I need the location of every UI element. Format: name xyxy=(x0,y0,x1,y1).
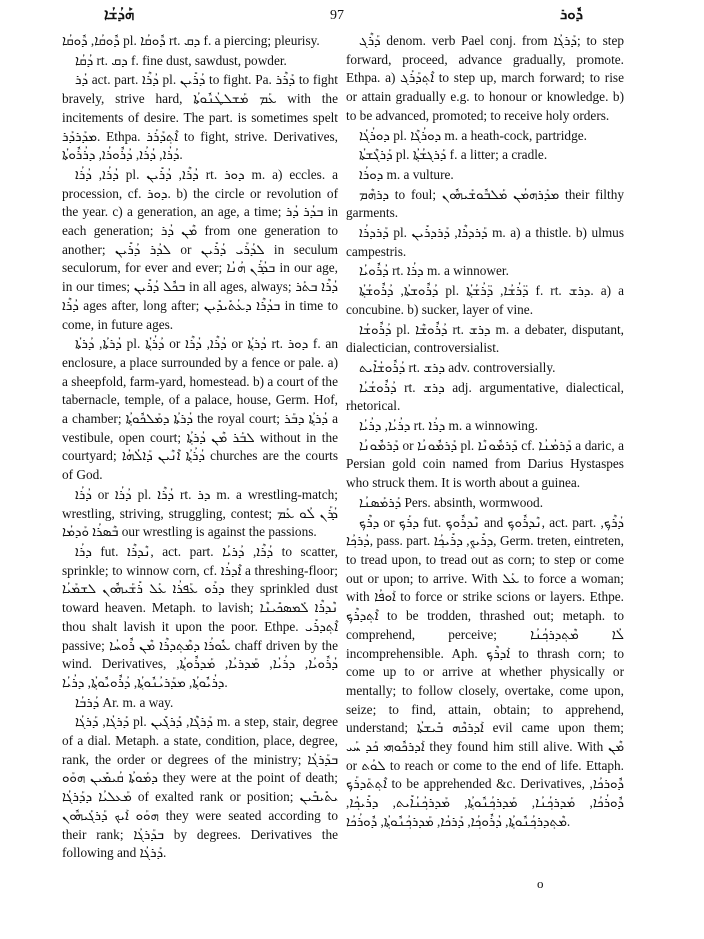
dictionary-entry: ܕܰܪܕܪܳܐ pl. ܕܰܪܕܪܶܐ, ܕܰܪܕܪܺܝܢ m. a) a thistle. b) ulmus campestris. xyxy=(346,225,624,259)
dictionary-entry: ܕܳܪܽܘܝܳܐ rt. ܕܪܳܐ m. a winnower. xyxy=(359,263,509,279)
header-right-word: ܕܽܘܪ xyxy=(560,7,584,23)
left-column xyxy=(62,32,338,864)
dictionary-entry: ܕܪܳܝܳܐ, ܕܪܳܝܳܐ rt. ܕܪܳܐ m. a winnowing. xyxy=(359,418,538,434)
dictionary-entry: ܕܪܳܐ fut. ܢܶܕܪܶܐ, act. part. ܕܳܪܶܐ, ܕܳܪܝܳܐ to scatter, sprinkle; to winnow corn, cf. ܐܶܕܪܳܐ a threshing-floor; ܕܪܰܘ ܥܰܦܪܳܐ ܥܰܠ ܪܺܫܰܝܗܽܘܢ ܠܫܡܰܝܳܐ they sprinkled dust toward heaven. Metaph. to lavish; ܢܶܕܪܶܐ ܠܰܡܣܟܺܝܢܶܐ thou shalt lavish it upon the poor. Ethpe. ܐܶܬ݂ܕܪܺܝ passive; ܥܽܘܪܳܐ ܕܡܶܬ݂ܕܪܶܐ ܡܶܢ ܪܽܘܚܳܐ chaff driven by the wind. Derivatives, ܕܳܪܽܘܝܳܐ, ܕܪܳܝܳܐ, ܡܰܕܪܝܳܐ, ܡܰܕܪܽܘܬ݂ܳܐ, ܕܪܳܝܽܘܬ݂ܳܐ, ܡܕܰܪܝܳܢܽܘܬ݂ܳܐ, ܕܳܪܽܘܝܽܘܬ݂ܳܐ, ܕܪܳܝܳܐ. xyxy=(62,543,338,690)
dictionary-entry: ܕܰܪܶܓ denom. verb Pael conj. from ܕܰܪܓܳܐ; to step forward, proceed, advance gradually, promote. Ethpa. a) ܐܶܬ݂ܕܰܪܰܓ to step up, march forward; to rise or attain gradually e.g. to honour or knowledge. b) to be advanced, promoted; to receive holy orders. xyxy=(346,33,624,123)
dictionary-entry: ܕܳܪܒܳܐ Ar. m. a way. xyxy=(75,694,174,710)
dictionary-entry: ܕܘܪܳܓܳܐ pl. ܕܘܪܳܓܶܐ m. a heath-cock, partridge. xyxy=(359,127,587,143)
dictionary-entry: ܕܳܪܳܐ, ܕܳܪܳܐ pl. ܕܳܪܶܐ, ܕܳܪܺܝܢ rt. ܕܘܪ m. a) eccles. a procession, cf. ܕܘܪ. b) the circle or revolution of the year. c) a generation, an age, a time; ܒܕܳܪ ܕܳܪ in each generation; ܡܶܢ ܕܳܪ from one generation to another; ܠܕܳܪ ܕܳܪܺܝܢ or ܠܕܳܪܰܝ ܕܳܪܺܝܢ in seculum seculorum, for ever and ever; ܒܕܳܪܰܢ ܗܳܢܳܐ in our age, in our times; ܒܟܽܠ ܕܳܪܺܝܢ in all ages, always; ܕܳܪܶܐ ܒܬܰܪ ܕܳܪܶܐ ages after, long after; ܒܕܳܪܶܐ ܕܥܳܬܺܝܕܺܝܢ in time to come, in future ages. xyxy=(62,166,339,332)
dictionary-entry: ܕܳܪܽܘܫܳܐ pl. ܕܳܪܽܘܫܶܐ rt. ܕܪܫ m. a debater, disputant, dialectician, controversialist. xyxy=(346,321,624,356)
dictionary-entry: ܕܪܶܟ݂ or ܕܪܰܟ݂ fut. ܢܶܕܪܽܘܟ݂ and ܢܶܕܪܽܘܟ݂, act. part. ܕܳܪܶܟ݂, ܕܳܪܟ݂ܳܐ, pass. part. ܕܪܺܝܟ݂, ܕܪܺܝܟ݂ܳܐ, Germ. treten, eintreten, to tread upon, to tread out as corn; to step or come out or upon; to arrive. With ܥܰܠ to force a woman; with ܐܰܘܦܳܐ to force or strike scions or layers. Ethpe. ܐܶܬ݂ܕܪܶܟ݂ to be trodden, thrashed out; metaph. to comprehend, perceive; ܠܳܐ ܡܶܬ݂ܕܪܟ݂ܳܢܳܐ incomprehensible. Aph. ܐܰܕܪܶܟ݂ to thrash corn; to come up to or arrive at whether physically or mentally; to follow closely, overtake, come upon, seize; to find, attain, obtain; to apprehend, understand; ܐܰܕܪܟܶܗ ܒܺܝܫܬܳܐ evil came upon them; ܐܰܕܪܟܽܘܗܝ ܟܰܕ ܚܰܝ they found him still alive. With ܡܶܢ or ܠܘܳܬ to reach or come to the end of life. Ettaph. ܐܶܬ݂ܬܰܕܪܰܟ݂ to be apprehended &c. Derivatives, ܕܽܘܪܟܳܐ, ܕܽܘܪܳܟܳܐ, ܡܰܕܪܟ݂ܳܢܳܐ, ܡܰܕܪܟ݂ܳܢܽܘܬ݂ܳܐ, ܡܰܕܪܟ݂ܳܢܳܐܺܝܬ, ܕܪܺܝܟ݂ܳܐ, ܡܶܬ݂ܕܪܟ݂ܳܢܽܘܬ݂ܳܐ, ܕܳܪܽܘܟ݂ܳܐ, ܕܰܪܟܳܐ, ܡܰܕܪܟ݂ܳܢܽܘܬ݂ܳܐ, ܕܽܘܪܳܟܳܐ. xyxy=(346,514,625,829)
dictionary-entry: ܕܳܪܬܳܐ, ܕܳܪܬܳܐ pl. ܕܳܪܳܬ݂ܳܐ or ܕܳܪܶܐ, ܕܳܪܶܐ or ܕܳܪܬ݂ܳܐ rt. ܕܘܪ f. an enclosure, a place surrounded by a fence or pale. a) a sheepfold, farm-yard, homestead. b) a court of the tabernacle, temple, of a palace, house, Germ. Hof, a chamber; ܕܳܪܬܳܐ ܕܡܰܠܟܽܘܬ݂ܳܐ the royal court; ܕܳܪܬ݂ܳܐ ܕܒܰܪ a vestibule, open court; ܠܒܰܪ ܡܶܢ ܕܳܪܬ݂ܳܐ without in the courtyard; ܕܳܪܳܬ݂ܳܐ ܐܶܢܶܝܢ ܕܰܐܠܳܗܳܐ churches are the courts of God. xyxy=(62,336,339,483)
dictionary-entry: ܕܳܪܳܐ or ܕܳܪܳܐ pl. ܕܳܪܶܐ rt. ܕܪ m. a wrestling-match; wrestling, striving, struggling, contest; ܕܳܪܰܢ ܠܳܘ ܥܰܡ ܒܶܣܪܳܐ ܘܰܕܡܳܐ our wrestling is against the passions. xyxy=(62,486,338,540)
dictionary-entry: ܕܳܩܳܐ rt. ܕܩ f. fine dust, sawdust, powder. xyxy=(75,52,287,68)
dictionary-entry: ܕܰܪܓܶܫܬܳܐ pl. ܕܰܪܓܫܳܬ݂ܳܐ f. a litter; a cradle. xyxy=(359,147,548,163)
running-head xyxy=(0,4,704,26)
dictionary-entry: ܕܪܗܶܡ to foul; ܡܕܰܪܗܡܳܢ ܡܰܠܒܽܘܫܰܝܗܽܘܢ their filthy garments. xyxy=(346,186,624,221)
dictionary-entry: ܕܳܪܽܘܫܳܐܺܝܬ rt. ܕܪܫ adv. controversially. xyxy=(359,359,556,375)
dictionary-entry: ܕܘܪܳܐ m. a vulture. xyxy=(359,166,454,182)
right-column xyxy=(346,32,624,833)
dictionary-entry: ܕܰܪܓܳܐ, ܕܰܪܓܳܐ pl. ܕܰܪܓܶܐ, ܕܰܪܓܺܝܢ m. a step, stair, degree of a dial. Metaph. a state, condition, place, degree, rank, the order or degrees of the ministry; ܒܕܰܪܓܳܐ ܕܡܰܘܬܳܐ ܩܳܝܡܺܝܢ ܗܘܰܘ they were at the point of death; ܡܰܥܠܝܳܐ ܕܕܰܪܓܳܐ of exalted rank or position; ܝܬܺܝܒܺܝܢ ܗܘܰܘ ܐܰܝܟ ܕܰܪܓܰܝܗܽܘܢ they were seated according to their rank; ܒܕܰܪܓܳܐ by degrees. Derivatives the following and ܕܰܪܓܳܐ. xyxy=(62,714,339,861)
dictionary-entry: ܕܽܘܩܳܐ, ܕܽܘܩܳܐ pl. ܕܽܘܩܳܐ rt. ܕܩ f. a piercing; pleurisy. xyxy=(62,33,320,48)
dictionary-entry: ܕܰܪܡܰܣܢܳܐ Pers. absinth, wormwood. xyxy=(359,494,544,510)
header-left-word: ܗܰܕܳܫܳܐ xyxy=(104,7,135,23)
dictionary-entry: ܕܰܪܡܽܘܢܳܐ or ܕܰܪܡܽܘܢܳܐ pl. ܕܰܪܡܽܘܢܶܐ cf. ܕܰܪܡܳܢܳܐ a daric, a Persian gold coin named from Darius Hystaspes who struck them. It is worth about a guinea. xyxy=(346,437,624,491)
dictionary-entry: ܕܳܪܽܘܫܬܳܐ, ܕܳܪܽܘܫܳܬ݂ܳܐ pl. ܕ̈ܪܳܫܳܐ, ܕ̈ܪܳܫܳܬ݂ܳܐ f. rt. ܕܪܫ. a) a concubine. b) sucker, layer of vine. xyxy=(346,283,624,317)
page-number: 97 xyxy=(330,8,344,23)
signature-mark: o xyxy=(537,876,544,891)
dictionary-entry: ܕܳܪ act. part. ܕܳܪܶܐ pl. ܕܳܪܺܝܢ to fight. Pa. ܕܰܪܶܪ to fight bravely, strive hard, ܥܰܡ ܡܰܫܠܛܳܢܽܘܬܳܐ with the incitements of desire. The part. is sometimes spelt ܡܕܰܪܕܰܪ. Ethpa. ܐܶܬ݂ܕܰܪܰܪ to fight, strive. Derivatives, ܕܳܪܳܐ, ܕܳܪܳܐ, ܕܳܪܽܘܪܳܐ, ܕܪܳܪܽܘܬܳܐ. xyxy=(62,72,338,163)
dictionary-entry: ܕܳܪܽܘܫܳܝܳܐ rt. ܕܪܫ adj. argumentative, dialectical, rhetorical. xyxy=(346,379,624,414)
